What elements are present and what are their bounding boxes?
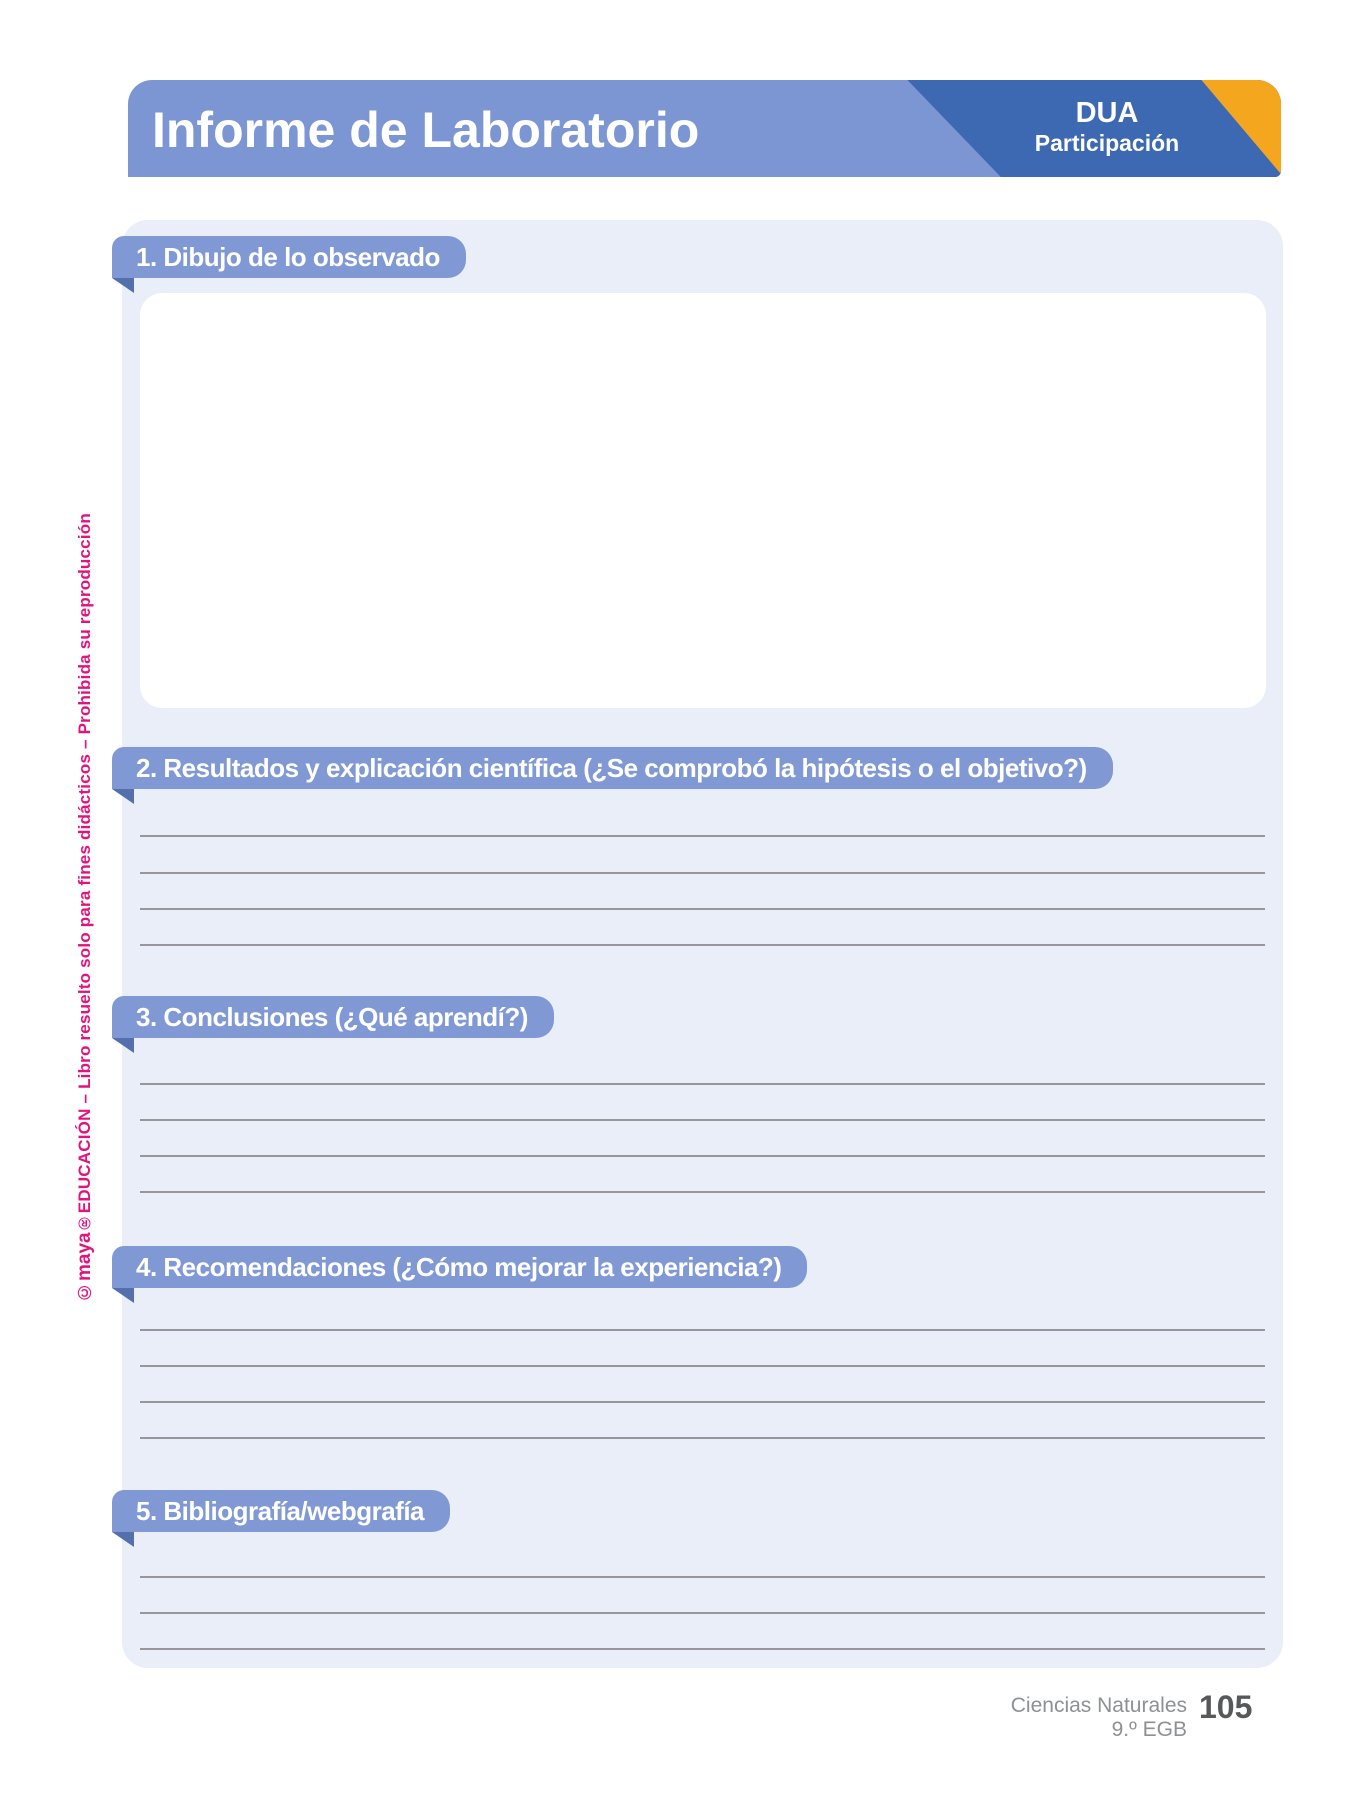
section-2-label: 2. Resultados y explicación científica (¿Se comprobó la hipótesis o el objetivo?) <box>112 747 1113 789</box>
section-3-label: 3. Conclusiones (¿Qué aprendí?) <box>112 996 554 1038</box>
answer-line <box>140 1119 1265 1121</box>
answer-line <box>140 1155 1265 1157</box>
drawing-box <box>140 293 1266 708</box>
dua-sublabel: Participación <box>1034 130 1180 156</box>
copyright-notice: – Libro resuelto solo para fines didácticos – Prohibida su reproducción <box>75 513 94 1109</box>
copyright-watermark <box>74 472 96 1302</box>
footer-imprint <box>1011 1694 1187 1742</box>
answer-line <box>140 835 1265 837</box>
answer-line <box>140 1576 1265 1578</box>
page-number: 105 <box>1199 1689 1253 1725</box>
answer-line <box>140 1083 1265 1085</box>
header-bar <box>128 80 1281 177</box>
publisher-logo-text: ©maya <box>74 1232 95 1302</box>
dua-badge <box>997 97 1217 157</box>
answer-line <box>140 1401 1265 1403</box>
answer-line <box>140 1329 1265 1331</box>
section-5-label: 5. Bibliografía/webgrafía <box>112 1490 450 1532</box>
publisher-name: ®EDUCACIÓN <box>75 1108 94 1233</box>
footer-grade: 9.º EGB <box>1111 1718 1187 1741</box>
section-4-label: 4. Recomendaciones (¿Cómo mejorar la experiencia?) <box>112 1246 807 1288</box>
answer-line <box>140 1437 1265 1439</box>
footer-subject: Ciencias Naturales <box>1010 1694 1187 1717</box>
page-title: Informe de Laboratorio <box>152 102 700 158</box>
answer-line <box>140 944 1265 946</box>
answer-line <box>140 1365 1265 1367</box>
answer-line <box>140 1612 1265 1614</box>
answer-line <box>140 908 1265 910</box>
section-1-label: 1. Dibujo de lo observado <box>112 236 466 278</box>
answer-line <box>140 872 1265 874</box>
answer-line <box>140 1648 1265 1650</box>
dua-label: DUA <box>1075 97 1139 129</box>
answer-line <box>140 1191 1265 1193</box>
